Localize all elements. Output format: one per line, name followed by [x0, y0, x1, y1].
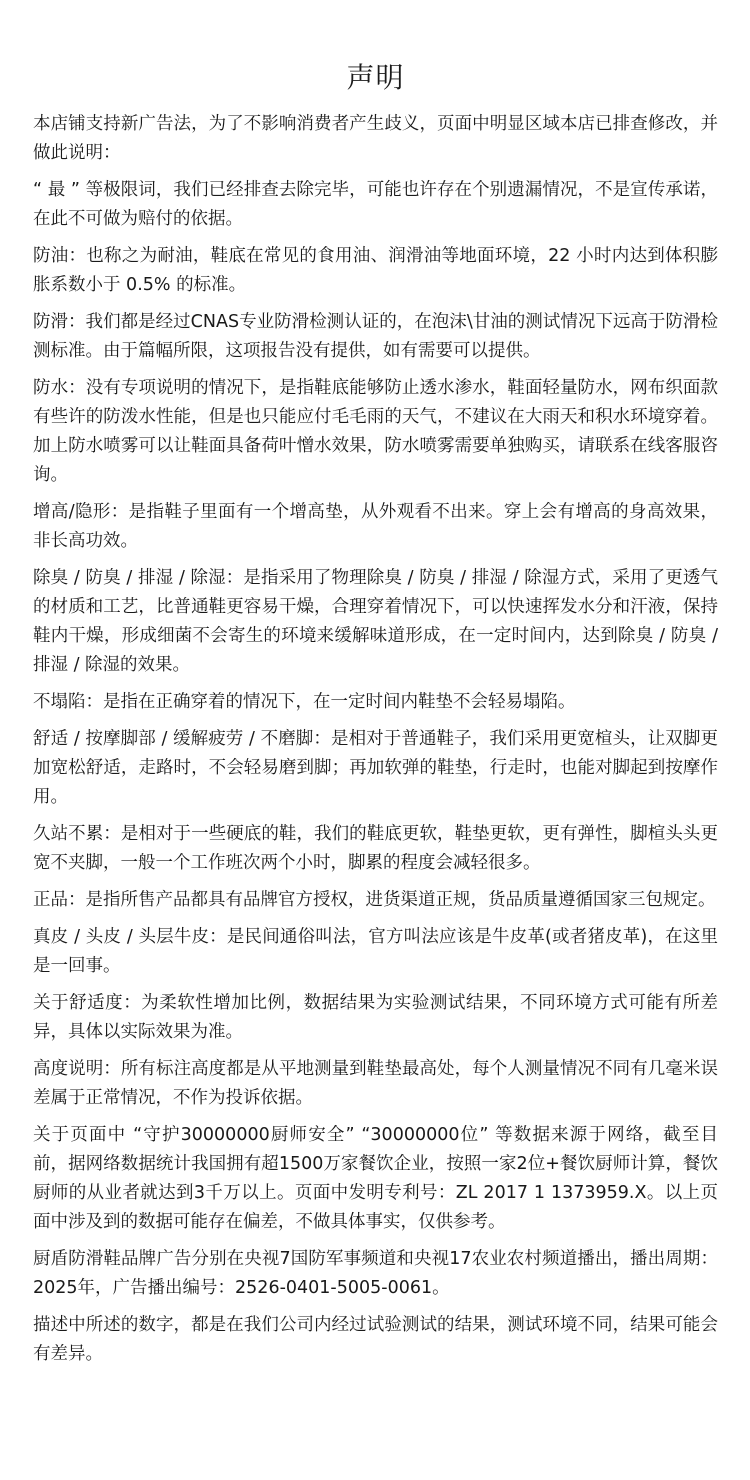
leather-paragraph: 真皮 / 头皮 / 头层牛皮：是民间通俗叫法，官方叫法应该是牛皮革(或者猪皮革)，在这里是一回事。 — [33, 927, 718, 976]
height-increase-paragraph: 增高/隐形：是指鞋子里面有一个增高垫，从外观看不出来。穿上会有增高的身高效果，非长高功效。 — [33, 502, 718, 551]
comfort-level-paragraph: 关于舒适度：为柔软性增加比例，数据结果为实验测试结果，不同环境方式可能有所差异，具体以实际效果为准。 — [33, 993, 718, 1042]
numbers-disclaimer-paragraph: 描述中所述的数字，都是在我们公司内经过试验测试的结果，测试环境不同，结果可能会有差异。 — [33, 1315, 718, 1364]
page-title: 声明 — [346, 61, 405, 94]
deodorize-paragraph: 除臭 / 防臭 / 排湿 / 除湿：是指采用了物理除臭 / 防臭 / 排湿 / 除湿方式，采用了更透气的材质和工艺，比普通鞋更容易干燥，合理穿着情况下，可以快速挥发水分和汗液，保持鞋内干燥，形成细菌不会寄生的环境来缓解味道形成，在一定时间内，达到除臭 / 防臭 / 排湿 / 除湿的效果。 — [33, 568, 718, 675]
oil-resistant-paragraph: 防油：也称之为耐油，鞋底在常见的食用油、润滑油等地面环境，22 小时内达到体积膨胀系数小于 0.5% 的标准。 — [33, 246, 718, 295]
anti-slip-paragraph: 防滑：我们都是经过CNAS专业防滑检测认证的，在泡沫\甘油的测试情况下远高于防滑检测标准。由于篇幅所限，这项报告没有提供，如有需要可以提供。 — [33, 312, 718, 361]
comfort-paragraph: 舒适 / 按摩脚部 / 缓解疲劳 / 不磨脚：是相对于普通鞋子，我们采用更宽楦头，让双脚更加宽松舒适，走路时，不会轻易磨到脚；再加软弹的鞋垫，行走时，也能对脚起到按摩作用。 — [33, 729, 718, 807]
no-collapse-paragraph: 不塌陷：是指在正确穿着的情况下，在一定时间内鞋垫不会轻易塌陷。 — [33, 692, 576, 712]
waterproof-paragraph: 防水：没有专项说明的情况下，是指鞋底能够防止透水渗水，鞋面轻量防水，网布织面款有些许的防泼水性能，但是也只能应付毛毛雨的天气，不建议在大雨天和积水环境穿着。加上防水喷雾可以让鞋面具备荷叶憎水效果，防水喷雾需要单独购买，请联系在线客服咨询。 — [33, 378, 718, 485]
genuine-paragraph: 正品：是指所售产品都具有品牌官方授权，进货渠道正规，货品质量遵循国家三包规定。 — [33, 890, 716, 910]
superlative-words-paragraph: “ 最 ” 等极限词，我们已经排查去除完毕，可能也许存在个别遗漏情况，不是宣传承诺，在此不可做为赔付的依据。 — [33, 180, 718, 229]
data-source-paragraph: 关于页面中 “守护30000000厨师安全” “30000000位” 等数据来源于网络，截至目前，据网络数据统计我国拥有超1500万家餐饮企业，按照一家2位+餐饮厨师计算，餐饮厨师的从业者就达到3千万以上。页面中发明专利号：ZL 2017 1 1373959.X。以上页面中涉及到的数据可能存在偏差，不做具体事实，仅供参考。 — [33, 1125, 718, 1232]
long-standing-paragraph: 久站不累：是相对于一些硬底的鞋，我们的鞋底更软，鞋垫更软，更有弹性，脚楦头头更宽不夹脚，一般一个工作班次两个小时，脚累的程度会减轻很多。 — [33, 824, 718, 873]
statement-document — [33, 60, 718, 1377]
advertising-paragraph: 厨盾防滑鞋品牌广告分别在央视7国防军事频道和央视17农业农村频道播出，播出周期：2025年，广告播出编号：2526-0401-5005-0061。 — [33, 1249, 718, 1298]
intro-paragraph: 本店铺支持新广告法，为了不影响消费者产生歧义，页面中明显区域本店已排查修改，并做此说明： — [33, 114, 718, 163]
height-note-paragraph: 高度说明：所有标注高度都是从平地测量到鞋垫最高处，每个人测量情况不同有几毫米误差属于正常情况，不作为投诉依据。 — [33, 1059, 718, 1108]
